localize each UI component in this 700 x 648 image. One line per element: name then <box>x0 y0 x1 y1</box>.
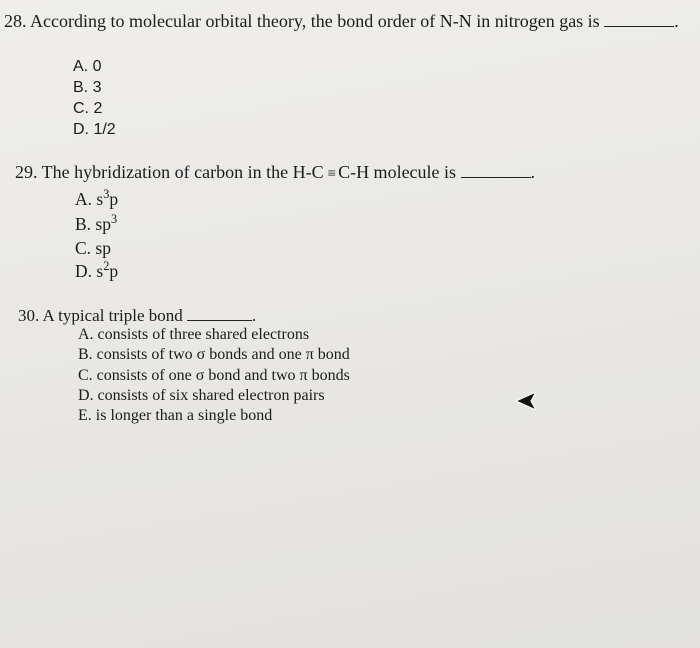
q28-option-a: A. 0 <box>73 58 102 75</box>
answer-blank <box>461 163 531 178</box>
q29-option-d: D. $s^2p$ <box>75 259 119 281</box>
answer-blank <box>187 306 252 321</box>
question-29-stem: 29. The hybridization of carbon in the H-C ≡ C-H molecule is . <box>15 162 536 182</box>
q30-option-d: D. consists of six shared electron pairs <box>78 387 325 404</box>
q30-option-b: B. consists of two σ bonds and one π bond <box>78 346 350 363</box>
mouse-pointer-icon <box>514 391 540 416</box>
q30-option-c: C. consists of one σ bond and two π bonds <box>78 367 350 384</box>
q29-option-b: B. $sp^3$ <box>75 212 118 234</box>
question-30-stem: 30. A typical triple bond . <box>18 306 257 325</box>
q28-option-d: D. 1/2 <box>73 121 116 138</box>
q30-option-e: E. is longer than a single bond <box>78 407 273 424</box>
q30-option-a: A. consists of three shared electrons <box>78 326 310 343</box>
q28-option-c: C. 2 <box>73 100 103 117</box>
q28-option-b: B. 3 <box>73 79 102 96</box>
question-28-stem: 28. According to molecular orbital theory, the bond order of N-N in nitrogen gas is . <box>4 11 679 31</box>
q29-option-c: C. sp <box>75 238 111 258</box>
triple-bond-symbol: ≡ <box>327 166 337 182</box>
q29-option-a: A. $s^3p$ <box>75 187 119 209</box>
answer-blank <box>604 12 674 27</box>
